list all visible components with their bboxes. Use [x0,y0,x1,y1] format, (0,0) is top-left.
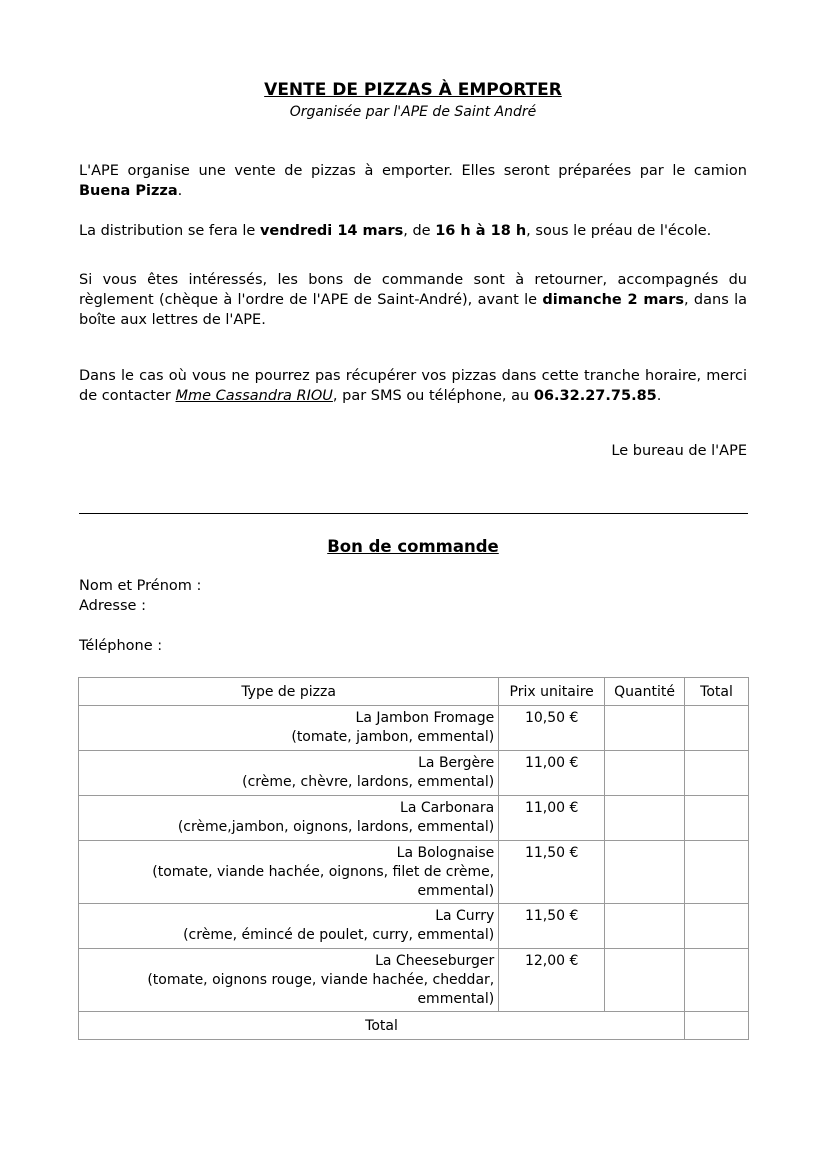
quantity-cell[interactable] [605,904,685,949]
field-phone-label: Téléphone : [79,638,163,654]
return-deadline: dimanche 2 mars [542,292,684,308]
return-text: Si vous êtes intéressés, les bons de commande sont à retourner, accompagnés du règlement (chèque à l'ordre de l'APE de Saint-André), avant le [79,272,747,308]
grand-total-cell[interactable] [685,1012,749,1040]
quantity-cell[interactable] [605,949,685,1012]
return-paragraph [79,270,747,330]
pizza-cell [79,949,499,1012]
total-cell[interactable] [685,751,749,796]
table-row [79,796,749,841]
table-header-row [79,678,749,706]
header-unit-price: Prix unitaire [499,678,605,706]
quantity-cell[interactable] [605,841,685,904]
header-pizza-type: Type de pizza [79,678,499,706]
pizza-name: La Cheeseburger [375,953,495,969]
pizza-ingredients: (tomate, viande hachée, oignons, filet de crème, emmental) [152,864,495,899]
divider [79,513,748,514]
distribution-paragraph [79,221,747,241]
distribution-text: La distribution se fera le [79,223,260,239]
intro-paragraph [79,161,747,201]
page-title: VENTE DE PIZZAS À EMPORTER [264,80,562,100]
intro-text: L'APE organise une vente de pizzas à emporter. Elles seront préparées par le camion [79,163,747,179]
pizza-name: La Carbonara [400,800,495,816]
pizza-name: La Curry [435,908,495,924]
quantity-cell[interactable] [605,751,685,796]
intro-end: . [177,183,183,199]
distribution-mid: , de [403,223,436,239]
return-end: , dans la boîte aux lettres de l'APE. [79,292,747,328]
pizza-price: 11,00 € [499,796,605,841]
order-form-title: Bon de commande [327,537,499,556]
total-cell[interactable] [685,949,749,1012]
pizza-cell [79,751,499,796]
pizza-name: La Bolognaise [396,845,495,861]
pizza-cell [79,796,499,841]
table-row [79,706,749,751]
truck-name: Buena Pizza [79,183,178,199]
pizza-ingredients: (crème,jambon, oignons, lardons, emmental) [177,819,495,835]
pizza-cell [79,841,499,904]
pizza-price: 11,50 € [499,904,605,949]
pizza-name: La Bergère [418,755,495,771]
table-row [79,904,749,949]
total-cell[interactable] [685,706,749,751]
pizza-price: 11,00 € [499,751,605,796]
header-quantity: Quantité [605,678,685,706]
total-cell[interactable] [685,904,749,949]
contact-paragraph [79,366,747,406]
contact-end: . [656,388,662,404]
pizza-price: 12,00 € [499,949,605,1012]
pizza-ingredients: (tomate, oignons rouge, viande hachée, cheddar, emmental) [147,972,495,1007]
pizza-cell [79,706,499,751]
contact-name: Mme Cassandra RIOU [175,388,333,404]
contact-text: Dans le cas où vous ne pourrez pas récupérer vos pizzas dans cette tranche horaire, merci de contacter [79,368,747,404]
pizza-cell [79,904,499,949]
field-address-label: Adresse : [79,598,146,614]
pizza-ingredients: (crème, chèvre, lardons, emmental) [242,774,495,790]
distribution-end: , sous le préau de l'école. [526,223,712,239]
quantity-cell[interactable] [605,706,685,751]
pizza-ingredients: (crème, émincé de poulet, curry, emmental) [183,927,495,943]
page-subtitle: Organisée par l'APE de Saint André [289,104,537,120]
field-name-label: Nom et Prénom : [79,578,202,594]
table-row [79,841,749,904]
total-cell[interactable] [685,841,749,904]
distribution-time: 16 h à 18 h [435,223,527,239]
contact-phone: 06.32.27.75.85 [533,388,657,404]
header-total: Total [685,678,749,706]
pizza-price: 10,50 € [499,706,605,751]
signature: Le bureau de l'APE [611,443,747,459]
table-row [79,949,749,1012]
pizza-name: La Jambon Fromage [355,710,495,726]
pizza-ingredients: (tomate, jambon, emmental) [291,729,495,745]
order-table [78,677,749,1040]
contact-mid: , par SMS ou téléphone, au [332,388,534,404]
distribution-date: vendredi 14 mars [259,223,404,239]
total-label: Total [79,1012,685,1040]
table-row [79,751,749,796]
pizza-price: 11,50 € [499,841,605,904]
table-total-row [79,1012,749,1040]
total-cell[interactable] [685,796,749,841]
quantity-cell[interactable] [605,796,685,841]
